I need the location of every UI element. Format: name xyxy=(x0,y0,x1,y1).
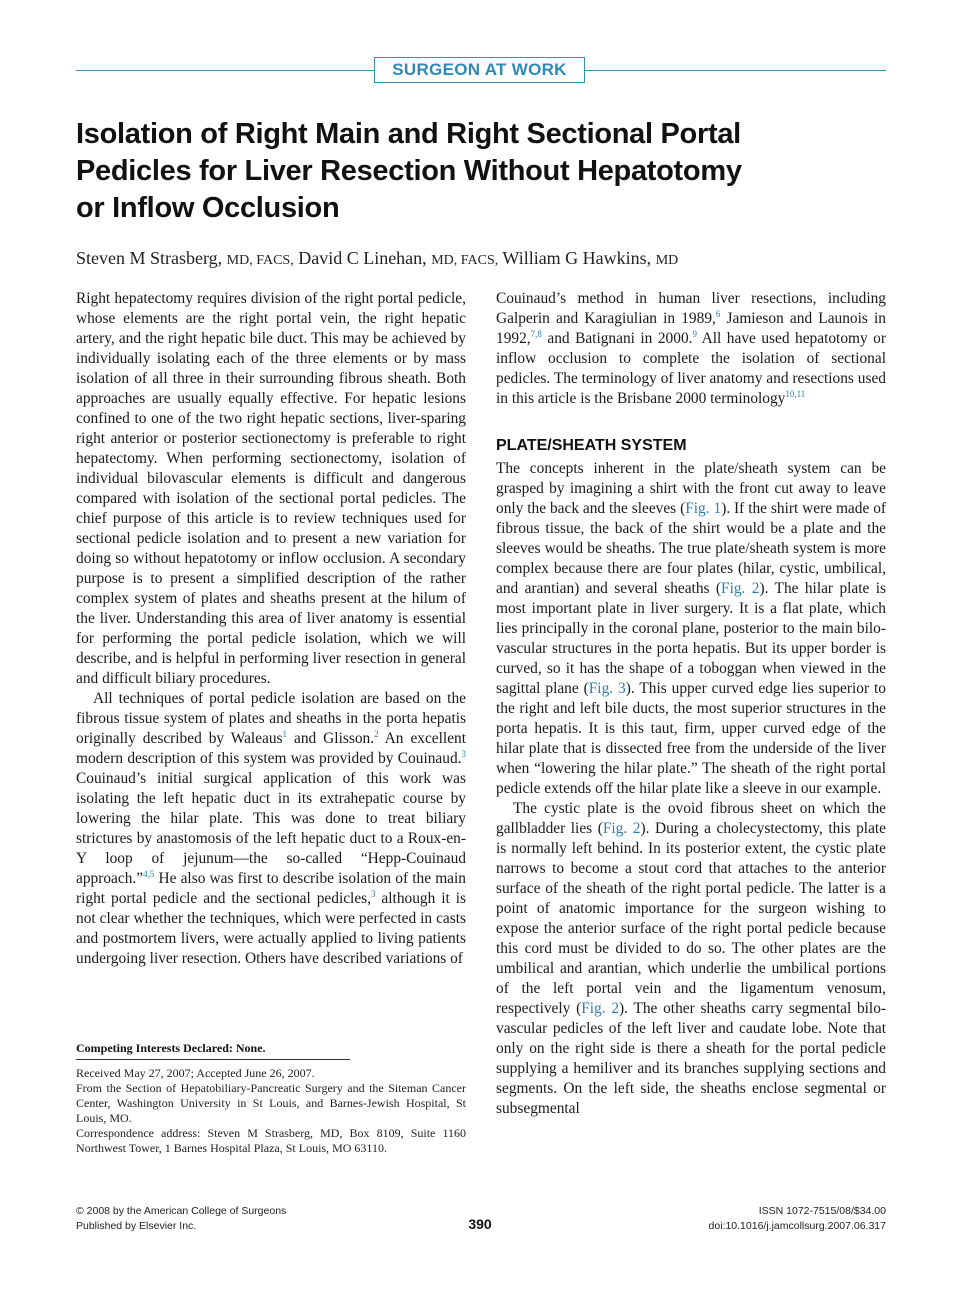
text-run: An excellent modern description of this system was provided by Couinaud. xyxy=(76,730,466,767)
right-column xyxy=(496,289,886,1119)
received-date: Received May 27, 2007; Accepted June 26, 2007. xyxy=(76,1066,315,1080)
text-run: He also was first to describe isolation of the main right portal pedicle and the sectional pedicles, xyxy=(76,870,466,907)
text-run: Couinaud’s method in human liver resections, including Galperin and Karagiulian in 1989, xyxy=(496,290,886,327)
section-label: SURGEON AT WORK xyxy=(374,57,585,83)
text-run: The concepts inherent in the plate/sheath system can be grasped by imagining a shirt with the front cut away to leave only the back and the sleeves ( xyxy=(496,460,886,517)
text-run: The cystic plate is the ovoid fibrous sheet on which the gallbladder lies ( xyxy=(496,800,886,837)
left-column xyxy=(76,289,466,969)
page-number: 390 xyxy=(468,1216,492,1232)
footnote-rule xyxy=(76,1059,350,1060)
publisher: Published by Elsevier Inc. xyxy=(76,1220,197,1232)
article-title: Isolation of Right Main and Right Sectional Portal Pedicles for Liver Resection Without Hepatotomy or Inflow Occlusion xyxy=(76,118,742,224)
figure-link[interactable]: Fig. 2 xyxy=(721,580,760,597)
text-run: ). This upper curved edge lies superior to the right and left bile ducts, the most superior structures in the porta hepatis. It is this taut, firm, upper curved edge of the hilar plate that is dissected free from the underside of the liver when “lowering the hilar plate.” The sheath of the right portal pedicle extends off the hilar plate like a sleeve in our example. xyxy=(496,680,886,797)
author-degrees: MD xyxy=(655,253,679,268)
paragraph: Right hepatectomy requires division of the right portal pedicle, whose elements are the right portal vein, the right hepatic artery, and the right hepatic bile duct. This may be achieved by individually isolating each of the three elements or by mass isolation of all three in their surrounding fibrous sheath. Both approaches are usually equally effective. For hepatic lesions confined to one of the two right hepatic sections, liver-sparing right anterior or posterior sectionectomy is preferable to right hepatectomy. When performing sectionectomy, isolation of individual bilovascular elements is difficult and dangerous compared with isolation of the sectional portal pedicles. The chief purpose of this article is to review techniques used for sectional pedicle isolation and to present a new variation for doing so without hepatotomy or inflow occlusion. A secondary purpose is to present a simplified description of the rather complex system of plates and sheaths present at the hilum of the liver. Understanding this area of liver anatomy is essential for performing the portal pedicle isolation, which we will describe, and is helpful in performing liver resection in general and difficult biliary procedures. xyxy=(76,290,466,687)
citation-ref[interactable]: 1 xyxy=(282,729,288,739)
citation-ref[interactable]: 3 xyxy=(461,749,466,759)
citation-ref[interactable]: 4,5 xyxy=(143,869,155,879)
figure-link[interactable]: Fig. 3 xyxy=(588,680,626,697)
text-run: ). The other sheaths carry segmental bilo-vascular pedicles of the left liver and caudate lobe. Note that only on the right side is there a sheath for the portal pedicle supplying a hemiliver and its branches supplying sections and segments. On the left side, the sheaths enclose segmental or subsegmental xyxy=(496,1000,887,1117)
section-heading: PLATE/SHEATH SYSTEM xyxy=(496,437,687,454)
author-list xyxy=(76,246,886,273)
figure-link[interactable]: Fig. 1 xyxy=(685,500,722,517)
author-name: William G Hawkins, xyxy=(502,248,652,268)
text-run: ). During a cholecystectomy, this plate is normally left behind. In its posterior extent, the cystic plate narrows to become a stout cord that attaches to the anterior surface of the sheath of the right portal pedicle. The latter is a point of anatomic importance for the surgeon wishing to expose the anterior surface of the right portal pedicle because this cord must be divided to do so. The other plates are the umbilical and arantian, which underlie the umbilical portions of the left portal vein and the ligamentum venosum, respectively ( xyxy=(496,820,887,1017)
text-run: ). The hilar plate is most important plate in liver surgery. It is a flat plate, which lies principally in the coronal plane, posterior to the main bilo-vascular structures in the porta hepatis. But its upper border is curved, so it has the shape of a toboggan when viewed in the sagittal plane ( xyxy=(496,580,886,697)
competing-interests: Competing Interests Declared: None. xyxy=(76,1041,266,1055)
text-run: Couinaud’s initial surgical application of this work was isolating the left hepatic duct in its extrahepatic course by lowering the hilar plate. This was done to treat biliary strictures by anastomosis of the left hepatic duct to a Roux-en-Y loop of jejunum—the so-called “Hepp-Couinaud approach.” xyxy=(76,770,466,887)
citation-ref[interactable]: 3 xyxy=(371,889,376,899)
figure-link[interactable]: Fig. 2 xyxy=(581,1000,620,1017)
citation-ref[interactable]: 6 xyxy=(715,309,721,319)
citation-ref[interactable]: 9 xyxy=(692,329,697,339)
text-run: All have used hepatotomy or inflow occlusion to complete the isolation of sectional pedicles. The terminology of liver anatomy and resections used in this article is the Brisbane 2000 terminology xyxy=(496,330,886,407)
text-run: All techniques of portal pedicle isolation are based on the fibrous tissue system of plates and sheaths in the porta hepatis originally described by Waleaus xyxy=(76,690,466,747)
doi: doi:10.1016/j.jamcollsurg.2007.06.317 xyxy=(708,1220,886,1232)
figure-link[interactable]: Fig. 2 xyxy=(602,820,641,837)
author-name: Steven M Strasberg, xyxy=(76,248,223,268)
author-degrees: MD, FACS, xyxy=(431,253,499,268)
text-run: Jamieson and Launois in 1992, xyxy=(496,310,886,347)
paragraph xyxy=(496,459,886,799)
correspondence: Correspondence address: Steven M Strasberg, MD, Box 8109, Suite 1160 Northwest Tower, 1 Barnes Hospital Plaza, St Louis, MO 63110. xyxy=(76,1126,466,1155)
text-run: ). If the shirt were made of fibrous tissue, the back of the shirt would be a plate and the sleeves would be sheaths. The true plate/sheath system is more complex because there are four plates (hilar, cystic, umbilical, and arantian) and several sheaths ( xyxy=(496,500,887,597)
affiliation: From the Section of Hepatobiliary-Pancreatic Surgery and the Siteman Cancer Center, Washington University in St Louis, and Barnes-Jewish Hospital, St Louis, MO. xyxy=(76,1081,466,1125)
paragraph xyxy=(496,799,886,1119)
issn: ISSN 1072-7515/08/$34.00 xyxy=(758,1205,886,1217)
author-degrees: MD, FACS, xyxy=(226,253,294,268)
footer-right xyxy=(709,1204,886,1234)
citation-ref[interactable]: 2 xyxy=(374,729,379,739)
copyright: © 2008 by the American College of Surgeons xyxy=(76,1205,287,1217)
footer-left xyxy=(76,1204,286,1234)
citation-ref[interactable]: 10,11 xyxy=(785,389,806,399)
paragraph xyxy=(76,689,466,969)
text-run: although it is not clear whether the techniques, which were perfected in casts and postmortem livers, were actually applied to living patients undergoing liver resection. Others have described variations of xyxy=(76,890,466,967)
author-name: David C Linehan, xyxy=(298,248,427,268)
paragraph xyxy=(496,289,886,409)
citation-ref[interactable]: 7,8 xyxy=(530,329,542,339)
text-run: and Glisson. xyxy=(287,730,375,747)
footnotes xyxy=(76,1066,466,1156)
text-run: and Batignani in 2000. xyxy=(541,330,693,347)
